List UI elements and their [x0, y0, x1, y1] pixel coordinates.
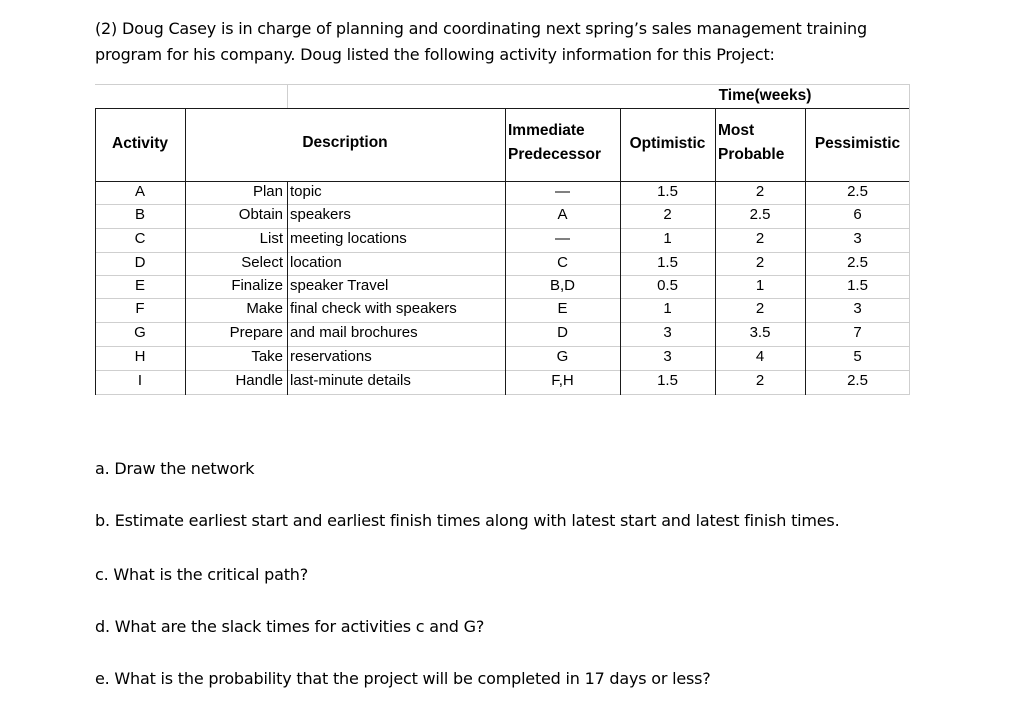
rule-row-6	[95, 322, 910, 323]
cell-pessimistic: 2.5	[847, 372, 868, 389]
cell-most-probable: 2	[755, 254, 765, 271]
cell-activity: E	[134, 277, 145, 294]
cell-most-probable: 2	[755, 372, 765, 389]
question-c: c. What is the critical path?	[95, 565, 309, 584]
rule-header-top	[95, 108, 620, 109]
header-predecessor-1: Immediate	[508, 122, 585, 139]
cell-predecessor: F,H	[551, 372, 574, 389]
cell-predecessor: C	[557, 254, 568, 271]
col-rule-desc-split-body	[287, 181, 288, 395]
cell-optimistic: 1.5	[657, 372, 678, 389]
col-rule-desc-split	[287, 84, 288, 108]
rule-row-8	[95, 370, 910, 371]
cell-activity: C	[134, 230, 146, 247]
question-e: e. What is the probability that the project will be completed in 17 days or less?	[95, 669, 711, 688]
cell-pessimistic: 2.5	[847, 254, 868, 271]
cell-activity: H	[134, 348, 146, 365]
rule-row-2	[95, 228, 910, 229]
cell-description-rest: reservations	[290, 348, 372, 365]
cell-description-verb: List	[259, 230, 283, 247]
cell-description-verb: Prepare	[229, 324, 283, 341]
header-description: Description	[302, 134, 388, 151]
cell-optimistic: 1.5	[657, 183, 678, 200]
cell-predecessor: G	[556, 348, 569, 365]
cell-description-verb: Handle	[235, 372, 283, 389]
cell-description-verb: Make	[246, 300, 283, 317]
header-most-probable-2: Probable	[718, 146, 785, 163]
cell-optimistic: 3	[663, 348, 672, 365]
question-b: b. Estimate earliest start and earliest finish times along with latest start and latest finish times.	[95, 511, 840, 530]
cell-most-probable: 2	[755, 183, 765, 200]
cell-pessimistic: 2.5	[847, 183, 868, 200]
cell-optimistic: 3	[663, 324, 672, 341]
cell-predecessor: —	[555, 230, 570, 247]
rule-row-4	[95, 275, 910, 276]
rule-top	[95, 84, 910, 85]
cell-optimistic: 1	[663, 230, 672, 247]
header-activity: Activity	[112, 135, 168, 152]
cell-description-rest: location	[290, 254, 342, 271]
cell-predecessor: —	[555, 183, 570, 200]
cell-description-verb: Select	[241, 254, 283, 271]
cell-most-probable: 1	[755, 277, 765, 294]
rule-row-5	[95, 298, 910, 299]
rule-row-1	[95, 204, 910, 205]
cell-optimistic: 1.5	[657, 254, 678, 271]
cell-most-probable: 2.5	[749, 206, 771, 223]
cell-description-verb: Obtain	[238, 206, 283, 223]
cell-most-probable: 4	[755, 348, 765, 365]
cell-activity: I	[137, 372, 143, 389]
cell-pessimistic: 1.5	[847, 277, 868, 294]
header-predecessor-2: Predecessor	[508, 146, 602, 163]
cell-pessimistic: 5	[853, 348, 862, 365]
rule-row-3	[95, 252, 910, 253]
cell-description-verb: Take	[251, 348, 283, 365]
cell-description-rest: and mail brochures	[290, 324, 418, 341]
cell-activity: B	[134, 206, 145, 223]
header-pessimistic: Pessimistic	[814, 135, 901, 152]
question-a: a. Draw the network	[95, 459, 255, 478]
cell-optimistic: 0.5	[657, 277, 678, 294]
question-d: d. What are the slack times for activities c and G?	[95, 617, 485, 636]
cell-predecessor: A	[557, 206, 568, 223]
cell-pessimistic: 7	[853, 324, 862, 341]
group-header-time: Time(weeks)	[718, 87, 812, 104]
cell-description-verb: Finalize	[231, 277, 283, 294]
cell-most-probable: 2	[755, 300, 765, 317]
cell-pessimistic: 3	[853, 230, 862, 247]
cell-activity: D	[134, 254, 146, 271]
cell-activity: F	[135, 300, 145, 317]
cell-description-rest: final check with speakers	[290, 300, 457, 317]
activity-table	[95, 84, 910, 396]
cell-optimistic: 2	[663, 206, 672, 223]
cell-description-rest: meeting locations	[290, 230, 407, 247]
cell-pessimistic: 6	[853, 206, 862, 223]
cell-most-probable: 3.5	[749, 324, 771, 341]
header-most-probable-1: Most	[718, 122, 755, 139]
problem-intro	[95, 16, 995, 68]
cell-description-rest: topic	[290, 183, 322, 200]
rule-header-bottom	[95, 181, 910, 182]
intro-line-1: (2) Doug Casey is in charge of planning and coordinating next spring’s sales management training	[95, 19, 867, 38]
rule-bottom	[95, 394, 910, 395]
cell-pessimistic: 3	[853, 300, 862, 317]
cell-optimistic: 1	[663, 300, 672, 317]
cell-description-rest: last-minute details	[290, 372, 411, 389]
cell-most-probable: 2	[755, 230, 765, 247]
intro-line-2: program for his company. Doug listed the following activity information for this Project:	[95, 45, 775, 64]
cell-predecessor: E	[557, 300, 568, 317]
cell-description-verb: Plan	[252, 183, 283, 200]
cell-predecessor: B,D	[549, 277, 575, 294]
rule-group-header	[620, 108, 910, 109]
cell-description-rest: speakers	[290, 206, 351, 223]
cell-predecessor: D	[557, 324, 568, 341]
rule-row-7	[95, 346, 910, 347]
cell-activity: A	[134, 183, 145, 200]
cell-description-rest: speaker Travel	[290, 277, 389, 294]
header-optimistic: Optimistic	[629, 135, 706, 152]
cell-activity: G	[134, 324, 146, 341]
